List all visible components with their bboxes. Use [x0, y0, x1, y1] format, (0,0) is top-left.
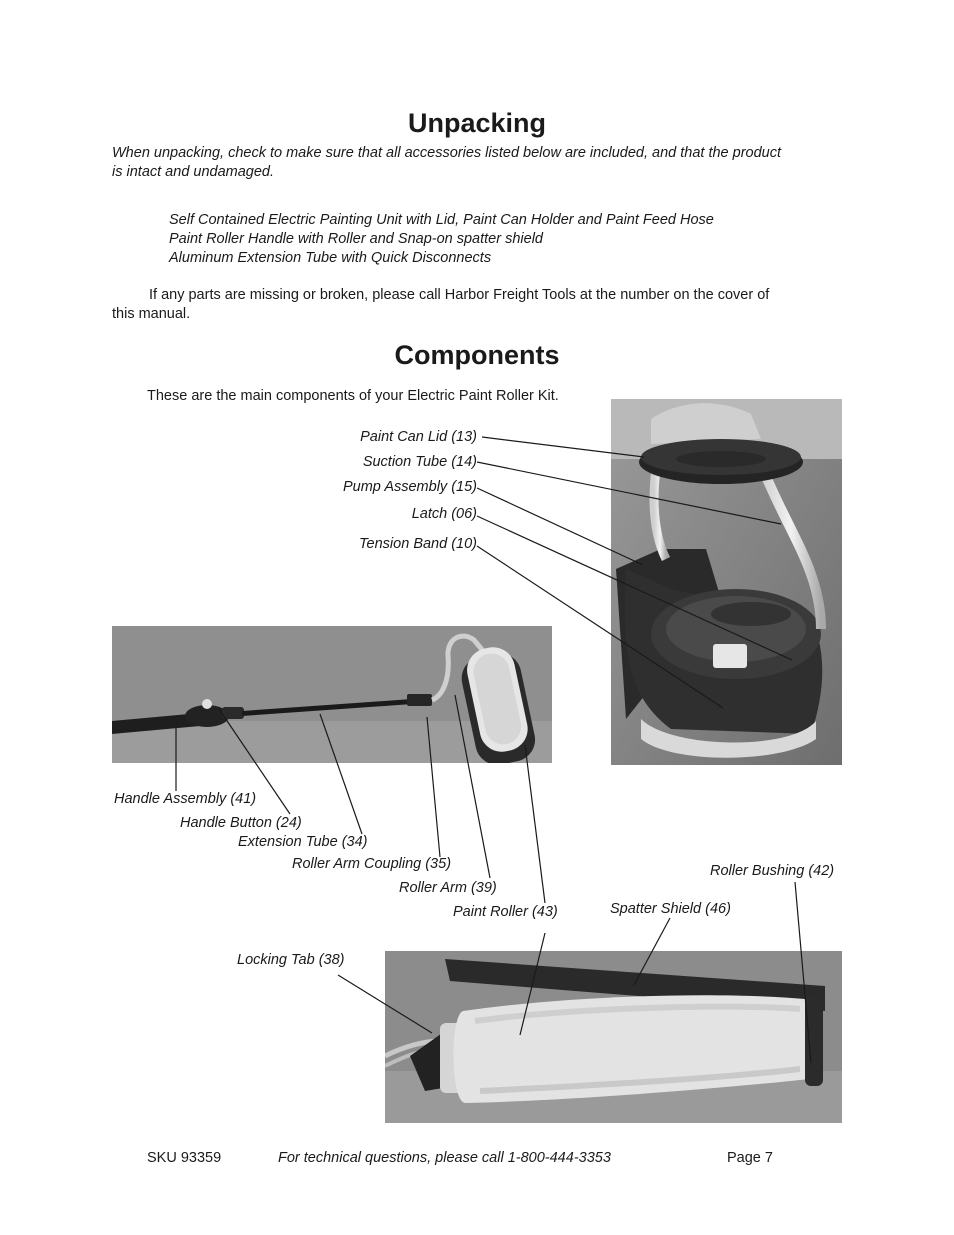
label-pump-assembly: Pump Assembly (15) [342, 479, 477, 495]
unpacking-intro-line2: is intact and undamaged. [112, 164, 275, 180]
unpacking-title: Unpacking [407, 108, 547, 138]
footer-page-number: Page 7 [727, 1150, 773, 1166]
unpacking-item-3: Aluminum Extension Tube with Quick Disconnects [169, 250, 492, 266]
label-roller-arm-coupling: Roller Arm Coupling (35) [292, 856, 452, 872]
label-tension-band: Tension Band (10) [359, 536, 477, 552]
label-roller-arm: Roller Arm (39) [399, 880, 497, 896]
unpacking-intro-line1: When unpacking, check to make sure that all accessories listed below are included, and that the product [112, 145, 781, 161]
label-extension-tube: Extension Tube (34) [238, 834, 368, 850]
label-roller-bushing: Roller Bushing (42) [710, 863, 835, 879]
label-suction-tube: Suction Tube (14) [362, 454, 477, 470]
components-title: Components [394, 340, 560, 370]
label-paint-roller: Paint Roller (43) [453, 904, 558, 920]
missing-parts-line2: this manual. [112, 306, 191, 322]
label-locking-tab: Locking Tab (38) [237, 952, 345, 968]
label-latch: Latch (06) [411, 506, 477, 522]
unpacking-item-1: Self Contained Electric Painting Unit with Lid, Paint Can Holder and Paint Feed Hose [169, 212, 714, 228]
missing-parts-line1: If any parts are missing or broken, please call Harbor Freight Tools at the number on the cover of [149, 287, 770, 303]
label-paint-can-lid: Paint Can Lid (13) [360, 429, 477, 445]
unpacking-item-2: Paint Roller Handle with Roller and Snap-on spatter shield [169, 231, 543, 247]
label-spatter-shield: Spatter Shield (46) [610, 901, 731, 917]
label-handle-button: Handle Button (24) [180, 815, 302, 831]
components-intro: These are the main components of your Electric Paint Roller Kit. [147, 388, 559, 404]
footer-sku: SKU 93359 [147, 1150, 222, 1166]
label-handle-assembly: Handle Assembly (41) [114, 791, 257, 807]
footer-tech-line: For technical questions, please call 1-800-444-3353 [278, 1150, 611, 1166]
